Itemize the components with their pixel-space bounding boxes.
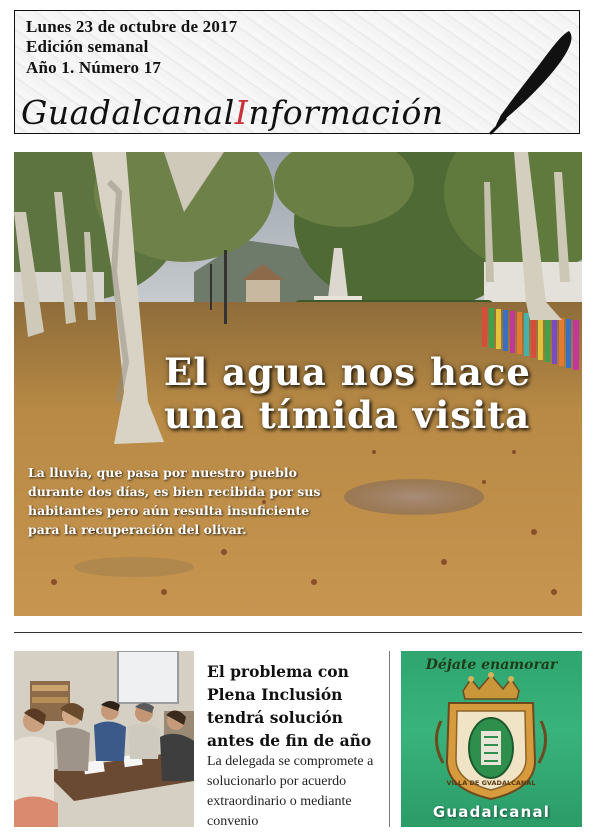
edition-label: Edición semanal <box>26 37 149 56</box>
town-crest-icon <box>401 651 582 827</box>
column-divider <box>389 651 390 827</box>
masthead <box>14 10 580 134</box>
hero-headline[interactable] <box>164 351 564 437</box>
hero-summary: La lluvia, que pasa por nuestro pueblo durante dos días, es bien recibida por sus habitantes pero aún resulta insuficiente para la recuperación del olivar. <box>28 464 321 537</box>
section-divider <box>14 632 582 633</box>
issue-date: Lunes 23 de octubre de 2017 <box>26 17 238 36</box>
newspaper-logo[interactable] <box>21 93 444 132</box>
story-summary: La delegada se compromete a solucionarlo por acuerdo extraordinario o mediante convenio <box>207 754 374 829</box>
story-headline[interactable]: El problema con Plena Inclusión tendrá solución antes de fin de año <box>207 661 372 750</box>
crest-inscription: VILLA DE GVADALCANAL <box>446 779 536 787</box>
tourism-ad[interactable] <box>401 651 582 827</box>
hero-headline-line1: El agua nos hace <box>164 349 531 394</box>
meeting-photo[interactable] <box>14 651 194 827</box>
issue-number: Año 1. Número 17 <box>26 58 162 77</box>
ad-tagline: Déjate enamorar <box>425 657 558 673</box>
meeting-photo-illustration <box>14 651 194 827</box>
hero-headline-line2: una tímida visita <box>164 392 531 437</box>
quill-pen-icon <box>485 25 575 135</box>
hero-photo[interactable] <box>14 152 582 616</box>
brand-part2: nformación <box>248 93 444 132</box>
brand-part1: Guadalcanal <box>21 93 235 132</box>
brand-accent: I <box>234 93 249 132</box>
ad-town-name: Guadalcanal <box>432 803 551 821</box>
